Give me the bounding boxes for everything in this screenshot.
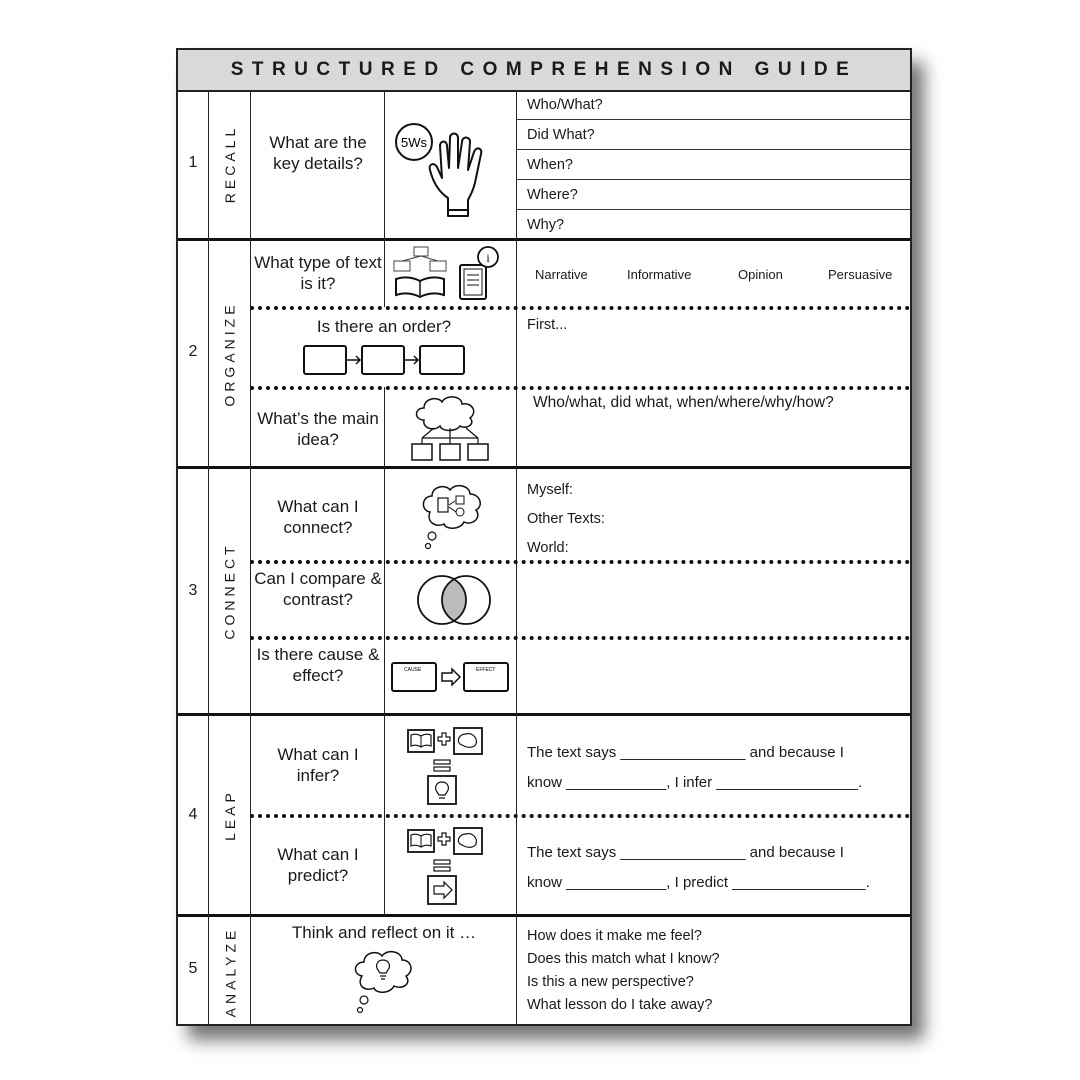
- dotted-divider: [250, 560, 910, 564]
- connect-world: World:: [527, 540, 569, 556]
- predict-formula-icon: [406, 826, 490, 915]
- writing-line: [516, 149, 910, 150]
- hand-5ws-icon: [386, 120, 506, 229]
- text-type-narrative: Narrative: [535, 267, 588, 282]
- question-cause-effect: Is there cause & effect?: [256, 645, 380, 685]
- analyze-question: Does this match what I know?: [527, 951, 720, 967]
- comprehension-guide-page: [176, 48, 912, 1026]
- question-predict: What can I predict?: [277, 845, 359, 885]
- analyze-question: Is this a new perspective?: [527, 974, 694, 990]
- column-divider: [516, 90, 517, 1026]
- dotted-divider: [250, 814, 910, 818]
- section-number: 3: [188, 582, 198, 599]
- text-type-icon: [388, 243, 510, 308]
- analyze-question: What lesson do I take away?: [527, 997, 713, 1013]
- analyze-prompt: Think and reflect on it …: [291, 923, 477, 942]
- column-divider: [384, 240, 385, 307]
- main-idea-cloud-icon: [406, 392, 496, 469]
- recall-line: Why?: [527, 217, 565, 233]
- section-number: 4: [188, 806, 198, 823]
- question-main-idea: What’s the main idea?: [257, 409, 379, 449]
- analyze-question: How does it make me feel?: [527, 928, 702, 944]
- question-compare: Can I compare & contrast?: [254, 569, 382, 609]
- section-divider: [178, 914, 910, 917]
- section-divider: [178, 713, 910, 716]
- predict-sentence-2: know ____________, I predict ________________.: [527, 874, 870, 891]
- section-label-organize: ORGANIZE: [222, 300, 238, 407]
- question-infer: What can I infer?: [277, 745, 359, 785]
- thought-bubble-connect-icon: [418, 478, 488, 563]
- section-divider: [178, 238, 910, 241]
- section-number: 1: [188, 154, 198, 171]
- predict-sentence-1: The text says _______________ and because I: [527, 844, 844, 861]
- section-divider: [178, 466, 910, 469]
- sequence-boxes-icon: [302, 342, 472, 383]
- recall-line: Who/What?: [527, 97, 603, 113]
- order-answer: First...: [527, 317, 568, 333]
- writing-line: [516, 119, 910, 120]
- infer-formula-icon: [406, 726, 490, 815]
- connect-other-texts: Other Texts:: [527, 511, 605, 527]
- question-text-type: What type of text is it?: [254, 253, 382, 293]
- dotted-divider: [250, 636, 910, 640]
- text-type-persuasive: Persuasive: [828, 267, 893, 282]
- main-idea-answer: Who/what, did what, when/where/why/how?: [533, 394, 834, 411]
- section-label-connect: CONNECT: [222, 542, 239, 640]
- column-divider: [384, 387, 385, 467]
- question-key-details: What are the key details?: [269, 133, 367, 173]
- section-label-recall: RECALL: [222, 124, 238, 204]
- cause-effect-icon: [390, 660, 512, 699]
- dotted-divider: [250, 306, 910, 310]
- recall-line: Where?: [527, 187, 578, 203]
- svg-text:i: i: [486, 251, 490, 265]
- column-divider: [384, 468, 385, 715]
- column-divider: [384, 90, 385, 240]
- section-label-analyze: ANALYZE: [222, 926, 239, 1017]
- text-type-opinion: Opinion: [738, 267, 783, 282]
- infer-sentence-1: The text says _______________ and because I: [527, 744, 844, 761]
- recall-line: Did What?: [527, 127, 595, 143]
- svg-text:CAUSE: CAUSE: [404, 667, 422, 673]
- section-number: 5: [188, 960, 198, 977]
- question-connect: What can I connect?: [277, 497, 359, 537]
- recall-line: When?: [527, 157, 573, 173]
- question-order: Is there an order?: [316, 317, 452, 336]
- section-number: 2: [188, 343, 198, 360]
- thought-bubble-lightbulb-icon: [348, 946, 418, 1023]
- dotted-divider: [250, 386, 910, 390]
- writing-line: [516, 209, 910, 210]
- page-title: STRUCTURED COMPREHENSION GUIDE: [178, 50, 910, 92]
- venn-diagram-icon: [414, 570, 494, 635]
- svg-text:5Ws: 5Ws: [401, 135, 427, 150]
- text-type-informative: Informative: [627, 267, 692, 282]
- connect-myself: Myself:: [527, 482, 573, 498]
- section-label-leap: LEAP: [222, 789, 238, 841]
- infer-sentence-2: know ____________, I infer _________________.: [527, 774, 863, 791]
- writing-line: [516, 179, 910, 180]
- svg-text:EFFECT: EFFECT: [476, 667, 496, 673]
